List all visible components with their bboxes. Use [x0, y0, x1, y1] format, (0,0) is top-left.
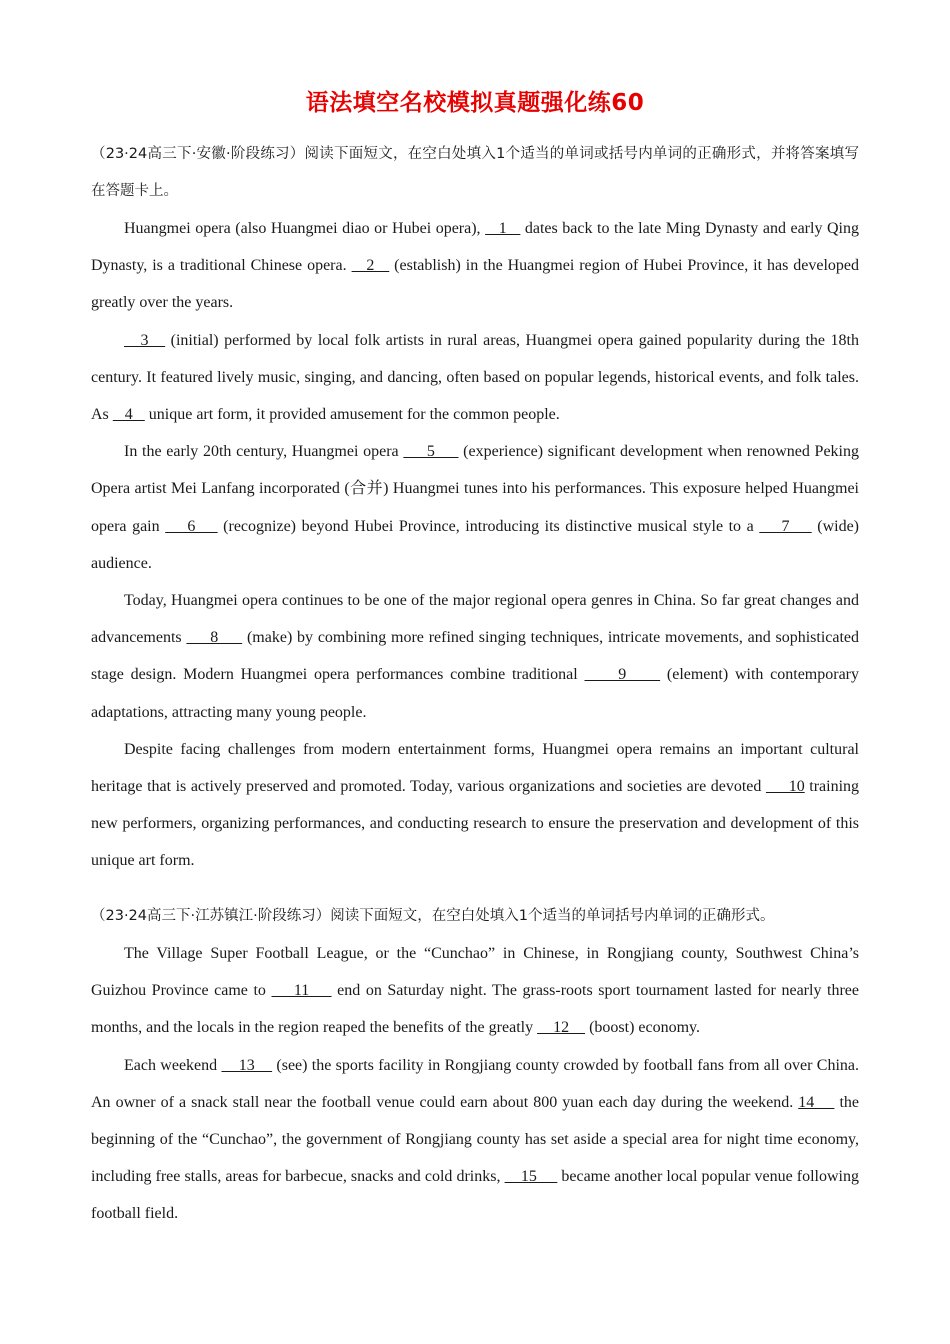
answer-blank-9[interactable]: 9 — [584, 666, 661, 684]
page-title: 语法填空名校模拟真题强化练60 — [305, 90, 645, 116]
passage-paragraph: Huangmei opera (also Huangmei diao or Hubei opera), 1 dates back to the late Ming Dynasty and early Qing Dynasty, is a traditional Chinese opera. 2 (establish) in the Huangmei region of Hubei Province, it has developed greatly over the years. — [91, 220, 860, 312]
passage-paragraph: Each weekend 13 (see) the sports facility in Rongjiang county crowded by football fans from all over China. An owner of a snack stall near the football venue could earn about 800 yuan each day during the weekend. 14 the beginning of the “Cunchao”, the government of Rongjiang county has set aside a special area for night time economy, including free stalls, areas for barbecue, snacks and cold drinks, 15 became another local popular venue following football field. — [91, 1056, 860, 1223]
exercise-section-2 — [91, 898, 859, 1233]
answer-blank-11[interactable]: 11 — [271, 982, 332, 1000]
section-instructions: （23·24高三下·安徽·阶段练习）阅读下面短文，在空白处填入1个适当的单词或括号内单词的正确形式，并将答案填写在答题卡上。 — [91, 146, 859, 199]
answer-blank-1[interactable]: 1 — [485, 220, 521, 237]
answer-blank-7[interactable]: 7 — [759, 517, 812, 535]
passage-paragraph: 3 (initial) performed by local folk artists in rural areas, Huangmei opera gained popularity during the 18th century. It featured lively music, singing, and dancing, often based on popular legends, historical events, and folk tales. As 4 unique art form, it provided amusement for the common people. — [91, 331, 860, 424]
answer-blank-10[interactable]: 10 — [765, 778, 805, 796]
section-instructions: （23·24高三下·江苏镇江·阶段练习）阅读下面短文，在空白处填入1个适当的单词括号内单词的正确形式。 — [91, 908, 775, 924]
passage-paragraph: Despite facing challenges from modern entertainment forms, Huangmei opera remains an important cultural heritage that is actively preserved and promoted. Today, various organizations and societies are devoted 10 training new performers, organizing performances, and conducting research to ensure the preservation and development of this unique art form. — [91, 740, 860, 870]
answer-blank-8[interactable]: 8 — [186, 629, 243, 647]
answer-blank-3[interactable]: 3 — [124, 331, 166, 349]
answer-blank-13[interactable]: 13 — [221, 1056, 273, 1074]
answer-blank-5[interactable]: 5 — [403, 443, 459, 461]
answer-blank-2[interactable]: 2 — [351, 257, 390, 275]
answer-blank-15[interactable]: 15 — [504, 1168, 558, 1186]
answer-blank-14[interactable]: 14 — [798, 1093, 835, 1111]
passage-paragraph: In the early 20th century, Huangmei opera 5 (experience) significant development when renowned Peking Opera artist Mei Lanfang incorporated (合并) Huangmei tunes into his performances. This exposure helped Huangmei opera gain 6 (recognize) beyond Hubei Province, introducing its distinctive musical style to a 7 (wide) audience. — [91, 443, 860, 572]
answer-blank-6[interactable]: 6 — [165, 517, 218, 535]
answer-blank-4[interactable]: 4 — [112, 406, 145, 424]
passage-paragraph: Today, Huangmei opera continues to be one of the major regional opera genres in China. So far great changes and advancements 8 (make) by combining more refined singing techniques, intricate movements, and sophisticated stage design. Modern Huangmei opera performances combine traditional 9 (element) with contemporary adaptations, attracting many young people. — [91, 592, 860, 721]
passage-paragraph: The Village Super Football League, or the “Cunchao” in Chinese, in Rongjiang county, Southwest China’s Guizhou Province came to 11 end on Saturday night. The grass-roots sport tournament lasted for nearly three months, and the locals in the region reaped the benefits of the greatly 12 (boost) economy. — [91, 945, 860, 1037]
exercise-section-1 — [91, 136, 859, 880]
answer-blank-12[interactable]: 12 — [537, 1019, 586, 1037]
